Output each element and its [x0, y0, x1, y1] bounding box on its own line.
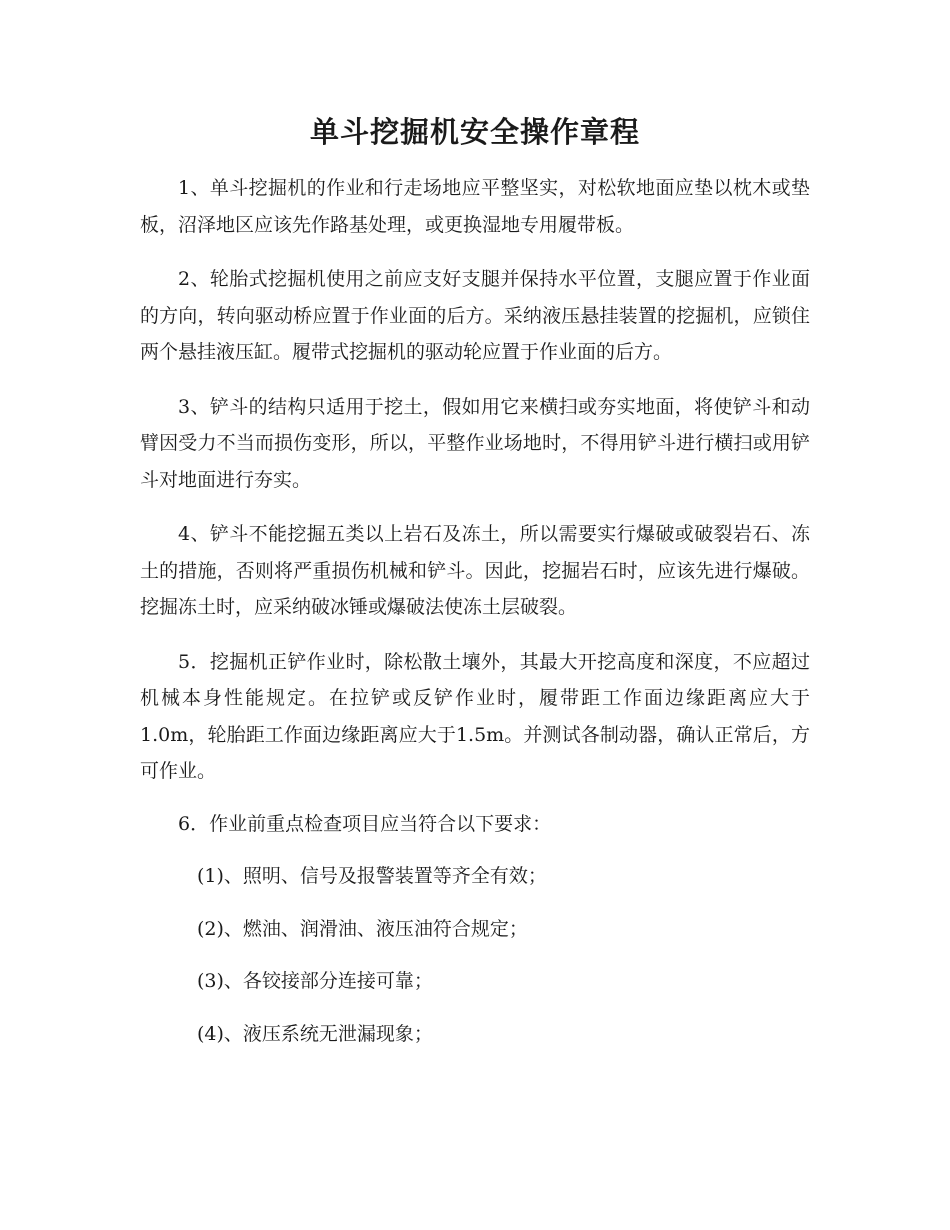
paragraph-6: 6．作业前重点检查项目应当符合以下要求： [178, 812, 552, 835]
checklist-item-1: (1)、照明、信号及报警装置等齐全有效； [197, 865, 547, 887]
paragraph-5: 5．挖掘机正铲作业时，除松散土壤外，其最大开挖高度和深度，不应超过机械本身性能规定。在拉铲或反铲作业时，履带距工作面边缘距离应大于1.0m，轮胎距工作面边缘距离应大于1.5m。并测试各制动器，确认正常后，方可作业。 [140, 650, 810, 782]
paragraph-4: 4、铲斗不能挖掘五类以上岩石及冻土，所以需要实行爆破或破裂岩石、冻土的措施，否则将严重损伤机械和铲斗。因此，挖掘岩石时，应该先进行爆破。挖掘冻土时，应采纳破冰锤或爆破法使冻土层破裂。 [140, 523, 810, 618]
checklist-item-2: (2)、燃油、润滑油、液压油符合规定； [197, 917, 528, 940]
paragraph-1: 1、单斗挖掘机的作业和行走场地应平整坚实，对松软地面应垫以枕木或垫板，沼泽地区应该先作路基处理，或更换湿地专用履带板。 [140, 177, 810, 236]
paragraph-3: 3、铲斗的结构只适用于挖土，假如用它来横扫或夯实地面，将使铲斗和动臂因受力不当而损伤变形，所以，平整作业场地时，不得用铲斗进行横扫或用铲斗对地面进行夯实。 [140, 395, 810, 491]
document-title: 单斗挖掘机安全操作章程 [309, 115, 640, 149]
paragraph-2: 2、轮胎式挖掘机使用之前应支好支腿并保持水平位置，支腿应置于作业面的方向，转向驱动桥应置于作业面的后方。采纳液压悬挂装置的挖掘机，应锁住两个悬挂液压缸。履带式挖掘机的驱动轮应置于作业面的后方。 [140, 268, 810, 363]
checklist-item-4: (4)、液压系统无泄漏现象； [197, 1022, 433, 1045]
checklist-item-3: (3)、各铰接部分连接可靠； [197, 970, 433, 992]
